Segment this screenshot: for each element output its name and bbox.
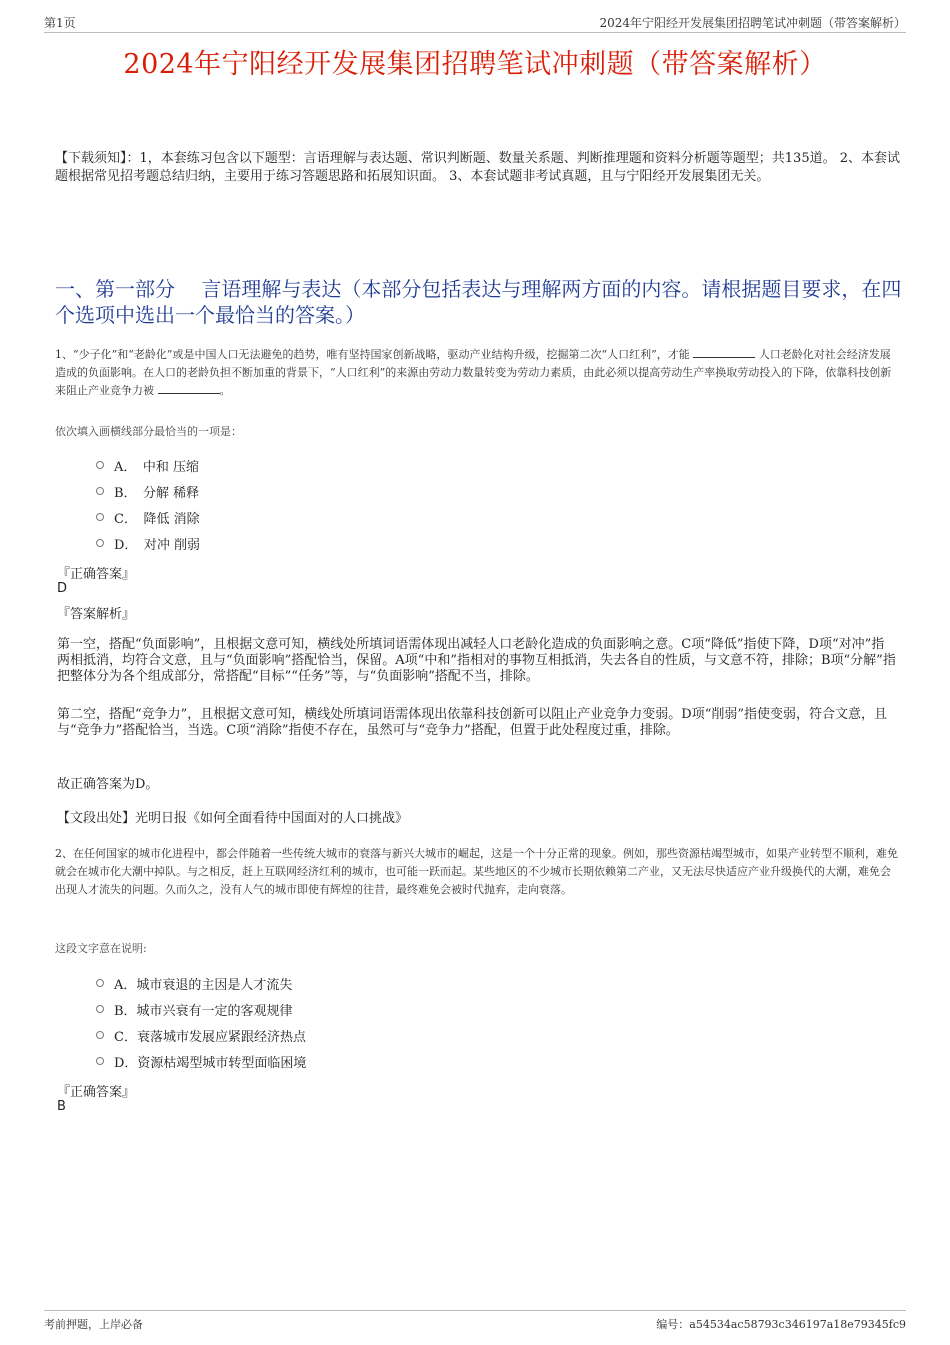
page-title: 2024年宁阳经开发展集团招聘笔试冲刺题（带答案解析）: [123, 49, 827, 80]
question-1-prompt: 依次填入画横线部分最恰当的一项是：: [55, 425, 242, 438]
radio-button[interactable]: [96, 1057, 104, 1065]
radio-button[interactable]: [96, 979, 104, 987]
question-2-prompt: 这段文字意在说明:: [55, 942, 147, 955]
option-label: C．衰落城市发展应紧跟经济热点: [114, 1029, 306, 1045]
q2-option-c[interactable]: [96, 1026, 306, 1044]
q2-answer: B: [57, 1099, 66, 1114]
section-heading: 一、第一部分 言语理解与表达（本部分包括表达与理解两方面的内容。请根据题目要求，在四个选项中选出一个最恰当的答案。）: [55, 277, 902, 327]
question-1-text-c: 。: [219, 384, 231, 397]
blank-1[interactable]: [693, 347, 755, 358]
option-label: D． 对冲 削弱: [114, 537, 201, 553]
option-label: A． 中和 压缩: [114, 459, 200, 475]
footer-divider: [44, 1310, 906, 1311]
q1-answer: D: [57, 581, 68, 596]
q1-analysis-1: 第一空，搭配“负面影响”，且根据文意可知，横线处所填词语需体现出减轻人口老龄化造成的负面影响之意。C项“降低”指使下降，D项“对冲”指两相抵消，均符合文意，且与“负面影响”搭配恰当，保留。A项“中和”指相对的事物互相抵消，失去各自的性质，与文意不符，排除；B项“分解”指把整体分为各个组成部分，常搭配“目标”“任务”等，与“负面影响”搭配不当，排除。: [57, 637, 896, 684]
footer-doc-id: 编号：a54534ac58793c346197a18e79345fc9: [656, 1318, 906, 1331]
q1-source: 【文段出处】光明日报《如何全面看待中国面对的人口挑战》: [57, 811, 409, 826]
q1-conclusion: 故正确答案为D。: [57, 777, 159, 792]
question-1-text-b: 人口老龄化对社会经济发展造成的负面影响。在人口的老龄负担不断加重的背景下，“人口红利”的来源由劳动力数量转变为劳动力素质，由此必须以提高劳动生产率换取劳动投入的下降，依靠科技创新来阻止产业竞争力被: [55, 348, 892, 397]
q1-analysis-title: 『答案解析』: [57, 607, 136, 622]
question-2-text: 2、在任何国家的城市化进程中，都会伴随着一些传统大城市的衰落与新兴大城市的崛起，这是一个十分正常的现象。例如，那些资源枯竭型城市，如果产业转型不顺利，难免就会在城市化大潮中掉队。与之相反，赶上互联网经济红利的城市，也可能一跃而起。某些地区的不少城市长期依赖第二产业，又无法尽快适应产业升级换代的大潮，难免会出现人才流失的问题。久而久之，没有人气的城市即使有辉煌的往昔，最终难免会被时代抛弃，走向衰落。: [55, 847, 898, 896]
radio-button[interactable]: [96, 461, 104, 469]
blank-2[interactable]: [158, 383, 220, 394]
footer-slogan: 考前押题，上岸必备: [44, 1318, 143, 1331]
header-doc-title: 2024年宁阳经开发展集团招聘笔试冲刺题（带答案解析）: [599, 16, 906, 30]
q2-option-b[interactable]: [96, 1000, 293, 1018]
download-notice: 【下载须知】：1，本套练习包含以下题型：言语理解与表达题、常识判断题、数量关系题、判断推理题和资料分析题等题型；共135道。 2、本套试题根据常见招考题总结归纳，主要用于练习答题思路和拓展知识面。 3、本套试题非考试真题，且与宁阳经开发展集团无关。: [55, 151, 900, 184]
q1-option-c[interactable]: [96, 508, 200, 526]
option-label: D．资源枯竭型城市转型面临困境: [114, 1055, 307, 1071]
question-1-text-a: 1、“少子化”和“老龄化”或是中国人口无法避免的趋势，唯有坚持国家创新战略，驱动产业结构升级，挖掘第二次“人口红利”，才能: [55, 348, 690, 361]
q2-option-a[interactable]: [96, 974, 292, 992]
option-label: B．城市兴衰有一定的客观规律: [114, 1003, 293, 1019]
q1-option-a[interactable]: [96, 456, 199, 474]
radio-button[interactable]: [96, 1031, 104, 1039]
header-divider: [44, 32, 906, 33]
q2-answer-title: 『正确答案』: [57, 1085, 136, 1100]
q1-option-d[interactable]: [96, 534, 200, 552]
option-label: A．城市衰退的主因是人才流失: [114, 977, 293, 993]
q1-answer-title: 『正确答案』: [57, 567, 136, 582]
q2-option-d[interactable]: [96, 1052, 306, 1070]
option-label: B． 分解 稀释: [114, 485, 200, 501]
radio-button[interactable]: [96, 539, 104, 547]
option-label: C． 降低 消除: [114, 511, 200, 527]
radio-button[interactable]: [96, 1005, 104, 1013]
q1-option-b[interactable]: [96, 482, 199, 500]
question-1-text: [55, 346, 900, 400]
radio-button[interactable]: [96, 513, 104, 521]
radio-button[interactable]: [96, 487, 104, 495]
page-number: 第1页: [44, 16, 76, 30]
q1-analysis-2: 第二空，搭配“竞争力”，且根据文意可知，横线处所填词语需体现出依靠科技创新可以阻止产业竞争力变弱。D项“削弱”指使变弱，符合文意，且与“竞争力”搭配恰当，当选。C项“消除”指使不存在，虽然可与“竞争力”搭配，但置于此处程度过重，排除。: [57, 707, 888, 738]
